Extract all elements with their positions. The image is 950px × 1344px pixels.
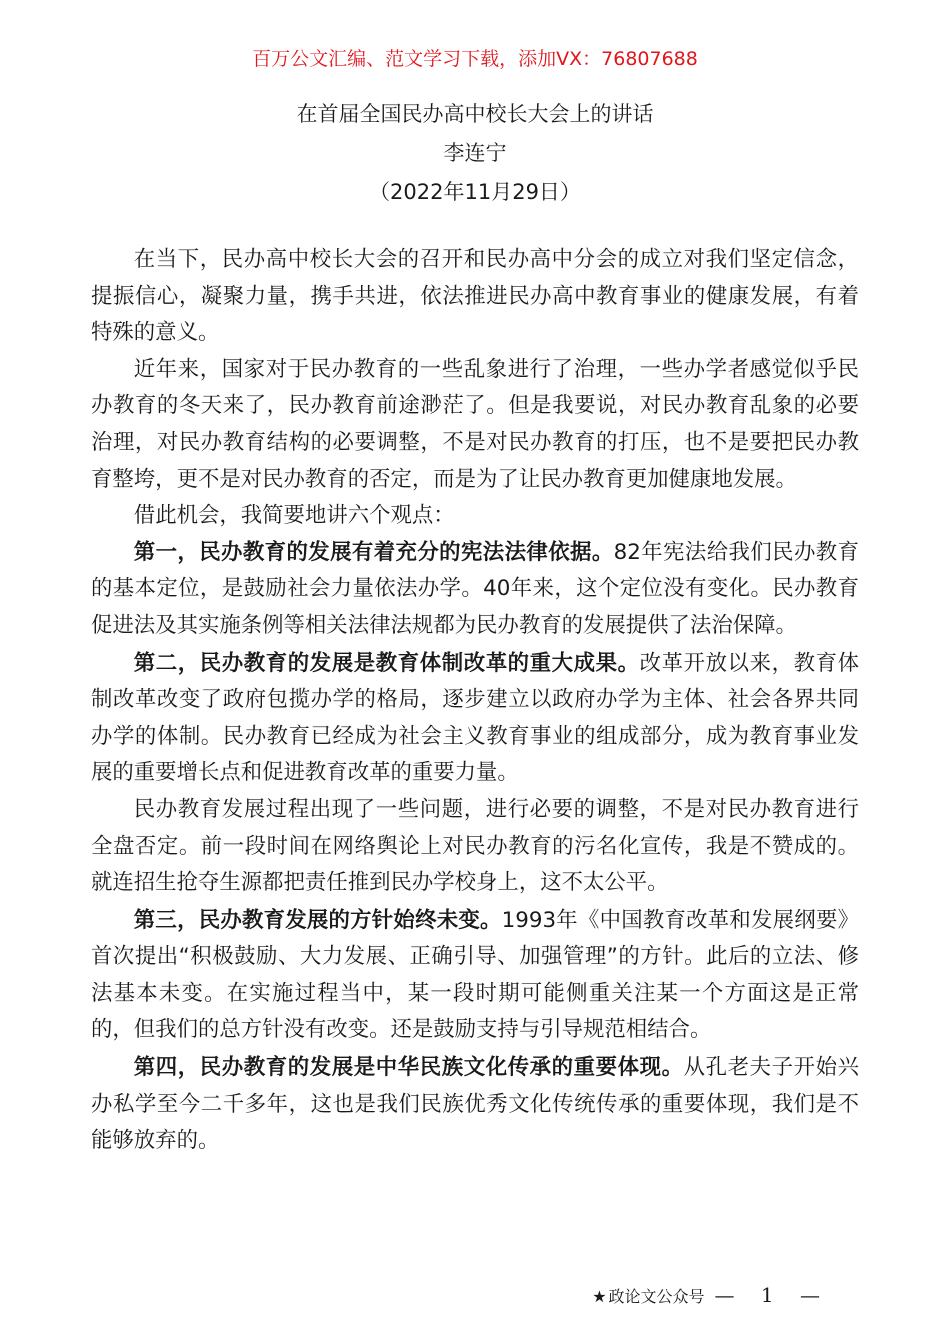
footer-source: 政论文公众号 <box>608 1287 705 1306</box>
speaker-name: 李连宁 <box>443 141 507 165</box>
paragraph-text: 在当下，民办高中校长大会的召开和民办高中分会的成立对我们坚定信念，提振信心，凝聚力量，携手共进，依法推进民办高中教育事业的健康发展，有着特殊的意义。 <box>91 247 859 346</box>
page-number: — 1 — <box>714 1283 830 1307</box>
paragraph <box>91 646 859 792</box>
paragraph-text: 借此机会，我简要地讲六个观点： <box>133 503 455 529</box>
paragraph <box>91 498 859 535</box>
paragraph <box>91 1050 859 1160</box>
paragraph-text: 82年宪法给我们民办教育的基本定位，是鼓励社会力量依法办学。40年来，这个定位没有变化。民办教育促进法及其实施条例等相关法律法规都为民办教育的发展提供了法治保障。 <box>91 539 859 638</box>
watermark-banner: 百万公文汇编、范文学习下载，添加VX：76807688 <box>252 48 698 70</box>
paragraph <box>91 792 859 902</box>
paragraph-text: 1993年《中国教育改革和发展纲要》首次提出“积极鼓励、大力发展、正确引导、加强管理”的方针。此后的立法、修法基本未变。在实施过程当中，某一段时期可能侧重关注某一个方面这是正常的，但我们的总方针没有改变。还是鼓励支持与引导规范相结合。 <box>91 907 859 1043</box>
title-block <box>0 95 950 212</box>
paragraph <box>91 242 859 352</box>
paragraph-text: 近年来，国家对于民办教育的一些乱象进行了治理，一些办学者感觉似乎民办教育的冬天来了，民办教育前途渺茫了。但是我要说，对民办教育乱象的必要治理，对民办教育结构的必要调整，不是对民办教育的打压，也不是要把民办教育整垮，更不是对民办教育的否定，而是为了让民办教育更加健康地发展。 <box>91 356 859 492</box>
star-icon: ★ <box>592 1287 607 1306</box>
paragraph-text: 民办教育发展过程出现了一些问题，进行必要的调整，不是对民办教育进行全盘否定。前一段时间在网络舆论上对民办教育的污名化宣传，我是不赞成的。就连招生抢夺生源都把责任推到民办学校身上，这不太公平。 <box>91 796 859 896</box>
paragraph-lead: 第四，民办教育的发展是中华民族文化传承的重要体现。 <box>133 1055 684 1081</box>
paragraph <box>91 535 859 645</box>
paragraph <box>91 352 859 498</box>
paragraph-lead: 第一，民办教育的发展有着充分的宪法法律依据。 <box>133 539 614 565</box>
paragraph-text: 从孔老夫子开始兴办私学至今二千多年，这也是我们民族优秀文化传统传承的重要体现，我们是不能够放弃的。 <box>91 1055 859 1154</box>
speech-title: 在首届全国民办高中校长大会上的讲话 <box>296 102 654 126</box>
paragraph-text: 改革开放以来，教育体制改革改变了政府包揽办学的格局，逐步建立以政府办学为主体、社会各界共同办学的体制。民办教育已经成为社会主义教育事业的组成部分，成为教育事业发展的重要增长点和促进教育改革的重要力量。 <box>91 650 859 786</box>
page-footer <box>592 1283 830 1309</box>
paragraph-lead: 第三，民办教育发展的方针始终未变。 <box>133 907 502 933</box>
paragraph <box>91 903 859 1049</box>
speech-date: （2022年11月29日） <box>369 180 581 204</box>
speech-body <box>91 242 859 1160</box>
paragraph-lead: 第二，民办教育的发展是教育体制改革的重大成果。 <box>133 650 640 676</box>
